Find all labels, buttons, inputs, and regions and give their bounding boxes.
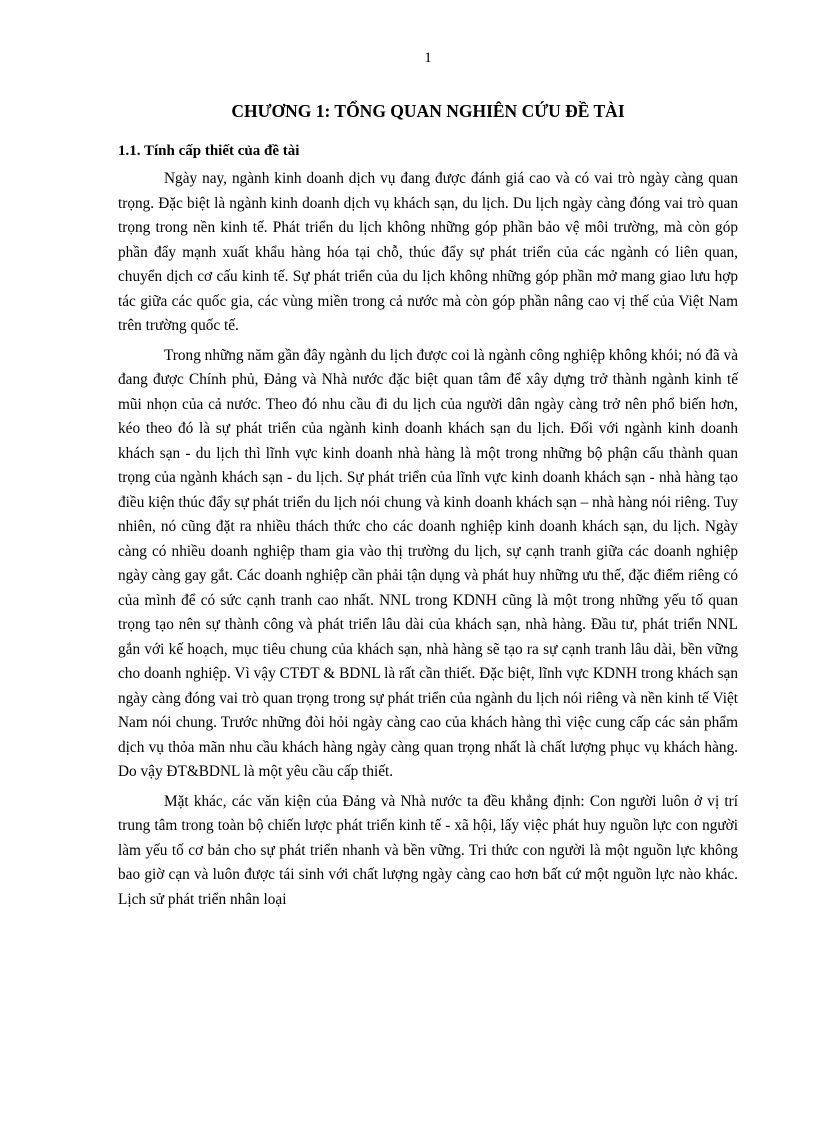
- page-content: [118, 95, 738, 917]
- paragraph: Trong những năm gần đây ngành du lịch được coi là ngành công nghiệp không khói; nó đã và đang được Chính phủ, Đảng và Nhà nước đặc biệt quan tâm để xây dựng trở thành ngành kinh tế mũi nhọn của cả nước. Theo đó nhu cầu đi du lịch của người dân ngày càng trở nên phổ biến hơn, kéo theo đó là sự phát triển của ngành kinh doanh khách sạn du lịch. Đối với ngành kinh doanh khách sạn - du lịch thì lĩnh vực kinh doanh nhà hàng là một trong những bộ phận cấu thành quan trọng của ngành khách sạn - du lịch. Sự phát triển của lĩnh vực kinh doanh khách sạn - nhà hàng tạo điều kiện thúc đẩy sự phát triển du lịch nói chung và kinh doanh khách sạn – nhà hàng nói riêng. Tuy nhiên, nó cũng đặt ra nhiều thách thức cho các doanh nghiệp kinh doanh khách sạn, du lịch. Ngày càng có nhiều doanh nghiệp tham gia vào thị trường du lịch, sự cạnh tranh giữa các doanh nghiệp ngày càng gay gắt. Các doanh nghiệp cần phải tận dụng và phát huy những ưu thế, đặc điểm riêng có của mình để có sức cạnh tranh cao nhất. NNL trong KDNH cũng là một trong những yếu tố quan trọng tạo nên sự thành công và phát triển lâu dài của khách sạn, nhà hàng. Đầu tư, phát triển NNL gắn với kế hoạch, mục tiêu chung của khách sạn, nhà hàng sẽ tạo ra sự cạnh tranh lâu dài, bền vững cho doanh nghiệp. Vì vậy CTĐT & BDNL là rất cần thiết. Đặc biệt, lĩnh vực KDNH trong khách sạn ngày càng đóng vai trò quan trọng trong sự phát triển của ngành du lịch nói riêng và nền kinh tế Việt Nam nói chung. Trước những đòi hỏi ngày càng cao của khách hàng thì việc cung cấp các sản phẩm dịch vụ thỏa mãn nhu cầu khách hàng ngày càng quan trọng nhất là chất lượng phục vụ khách hàng. Do vậy ĐT&BDNL là một yêu cầu cấp thiết.: [118, 346, 738, 780]
- paragraph: Mặt khác, các văn kiện của Đảng và Nhà nước ta đều khẳng định: Con người luôn ở vị trí trung tâm trong toàn bộ chiến lược phát triển kinh tế - xã hội, lấy việc phát huy nguồn lực con người làm yếu tố cơ bản cho sự phát triển nhanh và bền vững. Tri thức con người là một nguồn lực không bao giờ cạn và luôn được tái sinh với chất lượng ngày càng cao hơn bất cứ một nguồn lực nào khác. Lịch sử phát triển nhân loại: [118, 792, 738, 908]
- chapter-title: CHƯƠNG 1: TỔNG QUAN NGHIÊN CỨU ĐỀ TÀI: [231, 101, 625, 121]
- page-number: 1: [424, 50, 432, 66]
- paragraph: Ngày nay, ngành kinh doanh dịch vụ đang được đánh giá cao và có vai trò ngày càng quan trọng. Đặc biệt là ngành kinh doanh dịch vụ khách sạn, du lịch. Du lịch ngày càng đóng vai trò quan trọng trong nền kinh tế. Phát triển du lịch không những góp phần bảo vệ môi trường, mà còn góp phần đẩy mạnh xuất khẩu hàng hóa tại chỗ, thúc đẩy sự phát triển của các ngành có liên quan, chuyển dịch cơ cấu kinh tế. Sự phát triển của du lịch không những góp phần mở mang giao lưu hợp tác giữa các quốc gia, các vùng miền trong cả nước mà còn góp phần nâng cao vị thế của Việt Nam trên trường quốc tế.: [118, 170, 738, 334]
- section-heading: 1.1. Tính cấp thiết của đề tài: [118, 143, 300, 159]
